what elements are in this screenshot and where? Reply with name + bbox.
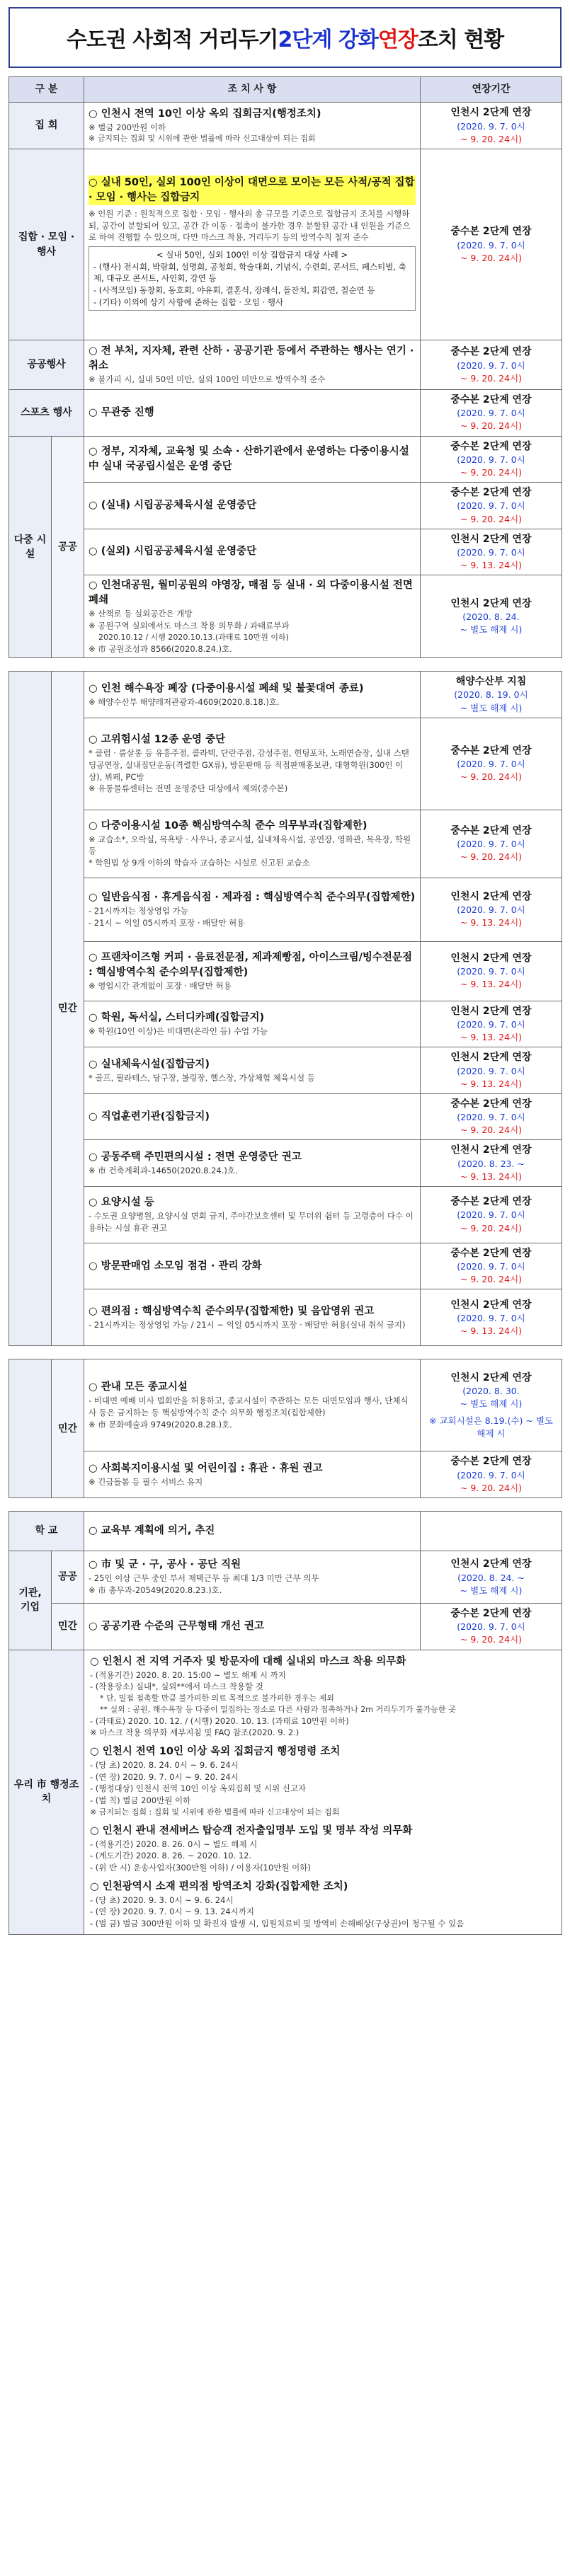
- measure-line: - (벌 칙) 벌금 200만원 이하: [90, 1795, 191, 1806]
- measure-note: - 25인 이상 근무 중인 부서 재택근무 등 최대 1/3 미만 근무 의무: [89, 1573, 319, 1584]
- measure-facility-public-1: [84, 436, 421, 483]
- measure-line: - (연 장) 2020. 9. 7. 0시 ~ 9. 20. 24시: [90, 1771, 239, 1782]
- measure-public-event: [84, 340, 421, 390]
- measure-text: ○ 실내 50인, 실외 100인 이상이 대면으로 모이는 모든 사적/공적 집합 · 모임 · 행사는 집합금지: [89, 176, 416, 205]
- title-part-3: 연장: [377, 28, 418, 52]
- measures-table-3: [8, 1359, 562, 1498]
- period-start: (2020. 9. 7. 0시: [457, 408, 525, 419]
- measure-facility-private-3: [84, 810, 421, 878]
- measure-note: - 수도권 요양병원, 요양시설 면회 금지, 주야간보호센터 및 무더위 쉼터 등 고령층이 다수 이용하는 시설 휴관 권고: [89, 1211, 414, 1233]
- measure-note: ※ 市 문화예술과 9749(2020.8.28.)호.: [89, 1419, 232, 1430]
- row-facility-private-1: [9, 672, 562, 718]
- period-start: (2020. 9. 7. 0시: [457, 120, 525, 132]
- period-org-private: [421, 1604, 562, 1650]
- measure-line: ※ 마스크 착용 의무화 세부지침 및 FAQ 참조(2020. 9. 2.): [90, 1727, 300, 1738]
- period-label: 중수본 2단계 연장: [450, 487, 532, 499]
- period-start: (2020. 9. 7. 0시: [457, 1312, 525, 1323]
- measure-note: ※ 교습소*, 오락실, 목욕탕 · 사우나, 종교시설, 실내체육시설, 공연장, 영화관, 목욕장, 학원 등: [89, 834, 411, 856]
- period-end: ~ 9. 20. 24시): [460, 1125, 523, 1136]
- row-facility-private-3: [9, 810, 562, 878]
- period-facility-private-2: [421, 718, 562, 810]
- period-end: ~ 9. 13. 24시): [460, 979, 523, 990]
- measure-note: ※ 벌금 200만원 이하: [89, 122, 166, 132]
- measure-line: ** 실외 : 공원, 해수욕장 등 다중이 밀집하는 장소로 다른 사람과 접촉하거나 2m 거리두기가 불가능한 곳: [100, 1704, 456, 1714]
- period-start: (2020. 9. 7. 0시: [457, 966, 525, 977]
- measure-note: ※ 금지되는 집회 및 시위에 관한 법률에 따라 신고대상이 되는 집회: [89, 134, 316, 144]
- measure-text: ○ 공동주택 주민편의시설 : 전면 운영중단 권고: [89, 1151, 302, 1163]
- measure-text: ○ 인천대공원, 월미공원의 야영장, 매점 등 실내 · 외 다중이용시설 전면 폐쇄: [89, 580, 413, 606]
- period-note: ※ 교회시설은 8.19.(수) ~ 별도 해제 시: [429, 1415, 553, 1439]
- row-school: [9, 1512, 562, 1551]
- header-measures: 조 치 사 항: [84, 77, 421, 103]
- measure-text: ○ (실외) 시립공공체육시설 운영중단: [89, 546, 257, 558]
- row-facility-private-12: [9, 1289, 562, 1346]
- city-block-bus: [90, 1824, 556, 1874]
- period-label: 인천시 2단계 연장: [450, 1052, 532, 1064]
- period-start: (2020. 9. 7. 0시: [457, 239, 525, 251]
- measure-facility-private-9: [84, 1140, 421, 1187]
- period-label: 인천시 2단계 연장: [450, 107, 532, 119]
- subcategory-private: 민간: [52, 672, 84, 1346]
- subcategory-org-public: 공공: [52, 1551, 84, 1604]
- period-label: 해양수산부 지침: [455, 676, 527, 688]
- period-religion-1: [421, 1359, 562, 1451]
- measure-text: ○ 인천시 전역 10인 이상 옥외 집회금지 행정명령 조치: [90, 1746, 341, 1758]
- row-public-event: [9, 340, 562, 390]
- measure-text: ○ 다중이용시설 10종 핵심방역수칙 준수 의무부과(집합제한): [89, 820, 367, 832]
- measure-note: ※ 市 총무과-20549(2020.8.23.)호.: [89, 1585, 222, 1595]
- row-org-private: [9, 1604, 562, 1650]
- period-start: (2020. 9. 7. 0시: [457, 1621, 525, 1633]
- measure-note: - 21시까지는 정상영업 가능 / 21시 ~ 익일 05시까지 포장 · 배달만 허용(실내 취식 금지): [89, 1320, 406, 1330]
- period-label: 인천시 2단계 연장: [450, 597, 532, 609]
- measure-text: ○ 공공기관 수준의 근무형태 개선 권고: [89, 1620, 264, 1632]
- category-gathering: 집 회: [9, 103, 84, 149]
- period-end: ~ 9. 13. 24시): [460, 917, 523, 928]
- row-facility-private-9: [9, 1140, 562, 1187]
- measure-note: ※ 市 건축계획과-14650(2020.8.24.)호.: [89, 1165, 238, 1175]
- measure-text: ○ 방문판매업 소모임 점검 · 관리 강화: [89, 1260, 262, 1272]
- row-city: [9, 1650, 562, 1934]
- measure-note: ※ 市 공원조성과 8566(2020.8.24.)호.: [89, 643, 232, 654]
- measure-org-private: [84, 1604, 421, 1650]
- period-label: 중수본 2단계 연장: [450, 1456, 532, 1468]
- measure-text: ○ 고위험시설 12종 운영 중단: [89, 734, 226, 746]
- measure-religion-1: [84, 1359, 421, 1451]
- period-facility-private-8: [421, 1093, 562, 1140]
- period-facility-public-2: [421, 483, 562, 529]
- period-facility-private-11: [421, 1243, 562, 1289]
- measure-line: - (행정대상) 인천시 전역 10인 이상 옥외집회 및 시위 신고자: [90, 1783, 307, 1794]
- subcategory-org-private: 민간: [52, 1604, 84, 1650]
- period-end: ~ 9. 20. 24시): [460, 252, 523, 263]
- measure-meeting: [84, 149, 421, 340]
- example-box: [89, 246, 416, 311]
- measures-table-2: [8, 671, 562, 1346]
- row-facility-private-10: [9, 1186, 562, 1243]
- period-label: 인천시 2단계 연장: [450, 1372, 532, 1384]
- measure-text: ○ 학원, 독서실, 스터디카페(집합금지): [89, 1012, 265, 1024]
- period-start: (2020. 8. 24. ~: [457, 1572, 525, 1583]
- measure-city: [84, 1650, 562, 1934]
- example-item: - (기타) 이외에 상기 사항에 준하는 집합 · 모임 · 행사: [93, 297, 284, 307]
- period-end: ~ 9. 20. 24시): [460, 466, 523, 478]
- measure-facility-private-6: [84, 1001, 421, 1047]
- row-facility-private-11: [9, 1243, 562, 1289]
- period-start: (2020. 9. 7. 0시: [457, 1469, 525, 1480]
- period-end: ~ 9. 20. 24시): [460, 851, 523, 863]
- period-facility-public-1: [421, 436, 562, 483]
- period-start: (2020. 9. 7. 0시: [457, 839, 525, 850]
- measure-facility-private-8: [84, 1093, 421, 1140]
- row-facility-public-3: [9, 529, 562, 575]
- period-end: ~ 9. 20. 24시): [460, 420, 523, 432]
- measure-school: [84, 1512, 421, 1551]
- measure-line: - (적용기간) 2020. 8. 20. 15:00 ~ 별도 해제 시 까지: [90, 1669, 286, 1680]
- period-label: 인천시 2단계 연장: [450, 1144, 532, 1156]
- period-end: ~ 9. 13. 24시): [460, 1326, 523, 1337]
- measure-text: ○ 인천시 관내 전세버스 탑승객 전자출입명부 도입 및 명부 작성 의무화: [90, 1824, 413, 1836]
- row-sports: [9, 390, 562, 437]
- measure-line: - (적용기간) 2020. 8. 26. 0시 ~ 별도 해제 시: [90, 1839, 258, 1849]
- measure-note: ※ 불가피 시, 실내 50인 미만, 실외 100인 미만으로 방역수칙 준수: [89, 374, 326, 385]
- page-title: [8, 7, 562, 68]
- period-end: ~ 9. 20. 24시): [460, 1634, 523, 1645]
- title-part-2: 2단계 강화: [278, 28, 378, 52]
- measure-text: ○ 무관중 진행: [89, 406, 154, 418]
- period-label: 중수본 2단계 연장: [450, 440, 532, 452]
- period-label: 인천시 2단계 연장: [450, 533, 532, 545]
- period-label: 중수본 2단계 연장: [450, 744, 532, 757]
- measure-line: - (당 초) 2020. 8. 24. 0시 ~ 9. 6. 24시: [90, 1760, 239, 1771]
- period-label: 인천시 2단계 연장: [450, 890, 532, 902]
- period-end: ~ 9. 20. 24시): [460, 1274, 523, 1285]
- row-facility-private-8: [9, 1093, 562, 1140]
- period-label: 중수본 2단계 연장: [450, 226, 532, 238]
- row-facility-public-2: [9, 483, 562, 529]
- measure-line: - (당 초) 2020. 9. 3. 0시 ~ 9. 6. 24시: [90, 1894, 234, 1905]
- measure-facility-private-11: [84, 1243, 421, 1289]
- measure-facility-private-2: [84, 718, 421, 810]
- period-start: (2020. 9. 7. 0시: [457, 1112, 525, 1123]
- period-sports: [421, 390, 562, 437]
- header-period: 연장기간: [421, 77, 562, 103]
- measure-text: ○ 실내체육시설(집합금지): [89, 1058, 210, 1070]
- period-start: (2020. 9. 7. 0시: [457, 1065, 525, 1076]
- row-facility-private-4: [9, 878, 562, 941]
- period-org-public: [421, 1551, 562, 1604]
- city-block-convenience: [90, 1880, 556, 1930]
- measure-text: ○ 편의점 : 핵심방역수칙 준수의무(집합제한) 및 음압영위 권고: [89, 1306, 375, 1318]
- measure-note: ※ 유통물류센터는 전면 운영중단 대상에서 제외(중수본): [89, 783, 288, 794]
- title-part-1: 수도권 사회적 거리두기: [66, 28, 278, 52]
- period-facility-private-4: [421, 878, 562, 941]
- measure-line: - (연 장) 2020. 9. 7. 0시 ~ 9. 13. 24시까지: [90, 1907, 255, 1917]
- measure-org-public: [84, 1551, 421, 1604]
- period-facility-private-1: [421, 672, 562, 718]
- category-sports: 스포츠 행사: [9, 390, 84, 437]
- period-end: ~ 9. 20. 24시): [460, 1222, 523, 1234]
- measure-gathering: [84, 103, 421, 149]
- period-label: 중수본 2단계 연장: [450, 1196, 532, 1208]
- measure-line: - (벌 금) 벌금 300만원 이하 및 확진자 발생 시, 입원치료비 및 방역비 손해배상(구상권)이 청구될 수 있음: [90, 1919, 464, 1929]
- period-start: (2020. 8. 24.: [462, 611, 520, 623]
- period-facility-public-4: [421, 575, 562, 658]
- measure-note: * 클럽 · 룸살롱 등 유흥주점, 콜라텍, 단란주점, 감성주점, 헌팅포차, 노래연습장, 실내 스탠딩공연장, 실내집단운동(격렬한 GX류), 방문판매 등 직접판매홍보관, 대형학원(300인 이상), 뷔페, PC방: [89, 748, 409, 782]
- measure-text: ○ 교육부 계획에 의거, 추진: [89, 1524, 215, 1536]
- measure-facility-private-1: [84, 672, 421, 718]
- measure-facility-private-12: [84, 1289, 421, 1346]
- city-block-rally: [90, 1744, 556, 1818]
- period-label: 중수본 2단계 연장: [450, 1608, 532, 1619]
- measure-facility-private-7: [84, 1047, 421, 1094]
- measure-line: - (위 반 시) 운송사업자(300만원 이하) / 이용자(10만원 이하): [90, 1863, 311, 1873]
- period-facility-private-9: [421, 1140, 562, 1187]
- measure-note: ※ 영업시간 관계없이 포장 · 배달만 허용: [89, 980, 232, 991]
- period-label: 인천시 2단계 연장: [450, 952, 532, 964]
- measure-text: ○ 인천시 전 지역 거주자 및 방문자에 대해 실내외 마스크 착용 의무화: [90, 1655, 406, 1667]
- period-label: 중수본 2단계 연장: [450, 1098, 532, 1110]
- measure-text: ○ (실내) 시립공공체육시설 운영중단: [89, 499, 257, 511]
- measure-text: ○ 전 부처, 지자체, 관련 산하 · 공공기관 등에서 주관하는 행사는 연기 · 취소: [89, 345, 414, 372]
- period-start: (2020. 9. 7. 0시: [457, 454, 525, 465]
- category-meeting: 집합 · 모임 · 행사: [9, 149, 84, 340]
- measure-text: ○ 직업훈련기관(집합금지): [89, 1110, 210, 1122]
- measure-text: ○ 프랜차이즈형 커피 · 음료전문점, 제과제빵점, 아이스크림/빙수전문점 : 핵심방역수칙 준수의무(집합제한): [89, 951, 412, 978]
- period-public-event: [421, 340, 562, 390]
- period-start: (2020. 9. 7. 0시: [457, 759, 525, 770]
- measure-text: ○ 市 및 군 · 구, 공사 · 공단 직원: [89, 1559, 241, 1571]
- measure-text: ○ 요양시설 등: [89, 1197, 154, 1209]
- example-item: - (행사) 전시회, 박람회, 설명회, 공청회, 학술대회, 기념식, 수련회, 콘서트, 페스티벌, 축제, 대규모 콘서트, 사인회, 강연 등: [93, 261, 406, 284]
- example-title: < 실내 50인, 실외 100인 이상 집합금지 대상 사례 >: [156, 249, 348, 260]
- period-label: 중수본 2단계 연장: [450, 394, 532, 406]
- measure-line: - (계도기간) 2020. 8. 26. ~ 2020. 10. 12.: [90, 1851, 252, 1861]
- period-facility-private-3: [421, 810, 562, 878]
- period-end: ~ 9. 20. 24시): [460, 771, 523, 783]
- measure-note: - 21시까지는 정상영업 가능: [89, 906, 188, 916]
- category-facility-continued: [9, 672, 52, 1346]
- period-facility-private-12: [421, 1289, 562, 1346]
- period-meeting: [421, 149, 562, 340]
- row-org-public: [9, 1551, 562, 1604]
- period-end: ~ 별도 해제 시): [460, 624, 523, 636]
- period-label: 중수본 2단계 연장: [450, 1247, 532, 1259]
- measure-note: ※ 긴급돌봄 등 필수 서비스 유지: [89, 1476, 203, 1487]
- row-facility-private-5: [9, 941, 562, 1001]
- row-facility-public-1: [9, 436, 562, 483]
- period-start: (2020. 9. 7. 0시: [457, 1209, 525, 1221]
- table-header-row: [9, 77, 562, 103]
- measure-text: ○ 일반음식점 · 휴게음식점 · 제과점 : 핵심방역수칙 준수의무(집합제한): [89, 892, 416, 904]
- header-category: 구 분: [9, 77, 84, 103]
- row-gathering: [9, 103, 562, 149]
- measures-table-4: [8, 1511, 562, 1935]
- measure-facility-private-4: [84, 878, 421, 941]
- measure-note: 2020.10.12 / 시행 2020.10.13.(과태료 10만원 이하): [98, 632, 289, 642]
- period-start: (2020. 9. 7. 0시: [457, 500, 525, 512]
- category-org: 기관, 기업: [9, 1551, 52, 1650]
- period-end: ~ 9. 20. 24시): [460, 133, 523, 144]
- measure-note: ※ 학원(10인 이상)은 비대면(온라인 등) 수업 가능: [89, 1026, 268, 1037]
- period-start: (2020. 8. 23. ~: [457, 1158, 525, 1169]
- measure-note: * 학원법 상 9개 이하의 학습자 교습하는 시설로 신고된 교습소: [89, 858, 310, 868]
- measure-facility-public-2: [84, 483, 421, 529]
- period-end: ~ 9. 20. 24시): [460, 372, 523, 384]
- measure-note: ※ 해양수산부 해양레저관광과-4609(2020.8.18.)호.: [89, 696, 280, 707]
- period-start: (2020. 9. 7. 0시: [457, 904, 525, 916]
- period-facility-private-5: [421, 941, 562, 1001]
- subcategory-public: 공공: [52, 436, 84, 658]
- measure-line: - (착용장소) 실내*, 실외**에서 마스크 착용할 것: [90, 1681, 263, 1692]
- measure-facility-private-5: [84, 941, 421, 1001]
- row-religion-1: [9, 1359, 562, 1451]
- category-city: 우리 市 행정조치: [9, 1650, 84, 1934]
- measure-note: ※ 공원구역 실외에서도 마스크 착용 의무화 / 과태료부과: [89, 620, 290, 631]
- row-facility-private-6: [9, 1001, 562, 1047]
- period-label: 인천시 2단계 연장: [450, 1558, 532, 1570]
- row-facility-public-4: [9, 575, 562, 658]
- period-gathering: [421, 103, 562, 149]
- measure-note: ※ 인원 기준 : 원칙적으로 집합 · 모임 · 행사의 총 규모를 기준으로 집합금지 조치를 시행하되, 공간이 분할되어 있고, 공간 간 이동 · 접촉이 불가한 경우 분할된 공간 내 인원을 기준으로 하여 진행할 수 있으며, 다만 마스크 착용, 거리두기 등의 방역수칙 철저 준수: [89, 208, 411, 243]
- measure-note: * 골프, 필라테스, 당구장, 볼링장, 헬스장, 가상체험 체육시설 등: [89, 1072, 315, 1083]
- measure-note: ※ 산책로 등 실외공간은 개방: [89, 609, 193, 619]
- measure-facility-public-3: [84, 529, 421, 575]
- period-start: (2020. 8. 30.: [462, 1385, 520, 1396]
- measure-line: * 단, 밀접 접촉할 만큼 불가피한 의료 목적으로 불가피한 경우는 제외: [100, 1693, 334, 1703]
- period-religion-2: [421, 1451, 562, 1498]
- measure-text: ○ 인천 해수욕장 폐장 (다중이용시설 폐쇄 및 불꽃대여 종료): [89, 682, 364, 694]
- measure-text: ○ 인천시 전역 10인 이상 옥외 집회금지(행정조치): [89, 108, 321, 120]
- measure-text: ○ 관내 모든 종교시설: [89, 1381, 188, 1393]
- row-facility-private-2: [9, 718, 562, 810]
- period-start: (2020. 9. 7. 0시: [457, 546, 525, 558]
- measure-religion-2: [84, 1451, 421, 1498]
- period-facility-private-6: [421, 1001, 562, 1047]
- category-public-event: 공공행사: [9, 340, 84, 390]
- period-label: 인천시 2단계 연장: [450, 1299, 532, 1311]
- city-block-mask: [90, 1655, 556, 1740]
- measure-line: - (과태료) 2020. 10. 12. / (시행) 2020. 10. 13. (과태료 10만원 이하): [90, 1715, 349, 1726]
- period-end: ~ 9. 20. 24시): [460, 513, 523, 524]
- title-part-4: 조치 현황: [417, 28, 504, 52]
- period-start: (2020. 8. 19. 0시: [454, 689, 528, 701]
- measure-text: ○ 인천광역시 소재 편의점 방역조치 강화(집합제한 조치): [90, 1880, 348, 1892]
- period-facility-private-7: [421, 1047, 562, 1094]
- period-start: (2020. 9. 7. 0시: [457, 360, 525, 371]
- period-end: ~ 9. 13. 24시): [460, 1032, 523, 1043]
- category-religion: [9, 1359, 52, 1498]
- category-school: 학 교: [9, 1512, 84, 1551]
- period-label: 중수본 2단계 연장: [450, 346, 532, 358]
- row-religion-2: [9, 1451, 562, 1498]
- measure-facility-private-10: [84, 1186, 421, 1243]
- period-end: ~ 별도 해제 시): [460, 702, 523, 713]
- period-end: ~ 9. 13. 24시): [460, 560, 523, 571]
- measure-note: - 비대면 예배 미사 법회만을 허용하고, 종교시설이 주관하는 모든 대면모임과 행사, 단체식사 등은 금지하는 등 핵심방역수칙 준수 의무화 행정조치(집합제한): [89, 1396, 409, 1418]
- period-end: ~ 별도 해제 시): [460, 1398, 523, 1409]
- period-end: ~ 9. 20. 24시): [460, 1482, 523, 1493]
- example-item: - (사적모임) 동창회, 동호회, 야유회, 결혼식, 장례식, 돌잔치, 회갑연, 칠순연 등: [93, 284, 375, 295]
- measure-sports: [84, 390, 421, 437]
- measures-table-1: [8, 76, 562, 658]
- period-facility-public-3: [421, 529, 562, 575]
- period-start: (2020. 9. 7. 0시: [457, 1019, 525, 1030]
- measure-text: ○ 사회복지이용시설 및 어린이집 : 휴관 · 휴원 권고: [89, 1462, 323, 1474]
- measure-facility-public-4: [84, 575, 421, 658]
- measure-note: - 21시 ~ 익일 05시까지 포장 · 배달만 허용: [89, 917, 245, 928]
- period-end: ~ 9. 13. 24시): [460, 1078, 523, 1089]
- period-school: [421, 1512, 562, 1551]
- period-end: ~ 별도 해제 시): [460, 1585, 523, 1596]
- measure-line: ※ 금지되는 집회 : 집회 및 시위에 관한 법률에 따라 신고대상이 되는 집회: [90, 1807, 340, 1817]
- measure-text: ○ 정부, 지자체, 교육청 및 소속 · 산하기관에서 운영하는 다중이용시설 中 실내 국공립시설은 운영 중단: [89, 445, 409, 472]
- row-meeting: [9, 149, 562, 340]
- period-label: 중수본 2단계 연장: [450, 824, 532, 836]
- period-facility-private-10: [421, 1186, 562, 1243]
- category-facility: 다중 시설: [9, 436, 52, 658]
- subcategory-religion-private: 민간: [52, 1359, 84, 1498]
- period-start: (2020. 9. 7. 0시: [457, 1261, 525, 1272]
- period-end: ~ 9. 13. 24시): [460, 1171, 523, 1182]
- period-label: 인천시 2단계 연장: [450, 1005, 532, 1017]
- row-facility-private-7: [9, 1047, 562, 1094]
